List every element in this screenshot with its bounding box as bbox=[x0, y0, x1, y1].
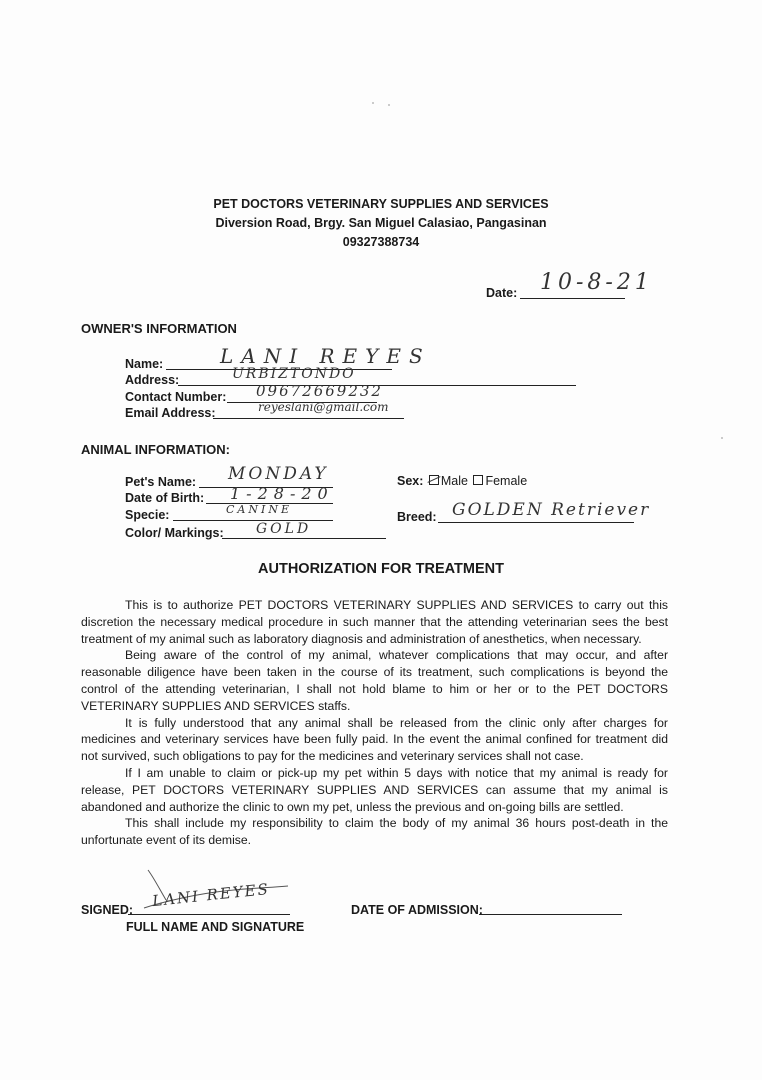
authorization-title: AUTHORIZATION FOR TREATMENT bbox=[258, 561, 504, 577]
email-address-line bbox=[213, 418, 404, 419]
date-value[interactable]: 10-8-21 bbox=[540, 270, 653, 295]
owner-address-value[interactable]: URBIZTONDO bbox=[232, 366, 356, 382]
clinic-name: PET DOCTORS VETERINARY SUPPLIES AND SERVICES bbox=[213, 197, 549, 211]
authorization-paragraph-3: It is fully understood that any animal shall be released from the clinic only after charges for medicines and veterinary services have been fully paid. In the event the animal confined for treatment did not survived, such obligations to pay for the medicines and veterinary services shall not case. bbox=[81, 715, 668, 764]
scan-speck bbox=[388, 104, 390, 106]
breed-line bbox=[438, 522, 634, 523]
breed-value[interactable]: GOLDEN Retriever bbox=[452, 500, 651, 520]
sex-female-label: Female bbox=[485, 474, 528, 488]
owner-name-value[interactable]: LANI REYES bbox=[220, 344, 431, 368]
date-of-birth-value[interactable]: 1-28-20 bbox=[230, 484, 334, 503]
authorization-paragraph-1: This is to authorize PET DOCTORS VETERINARY SUPPLIES AND SERVICES to carry out this discretion the necessary medical procedure in such manner that the attending veterinarian sees the best treatment of my animal such as laboratory diagnosis and administration of anesthetics, when necessary. bbox=[81, 598, 668, 646]
color-markings-label: Color/ Markings: bbox=[125, 526, 224, 540]
color-markings-line bbox=[222, 538, 386, 539]
authorization-paragraph-5: This shall include my responsibility to claim the body of my animal 36 hours post-death in the unfortunate event of its demise. bbox=[81, 816, 668, 848]
signature-value[interactable]: LANI REYES bbox=[151, 879, 271, 911]
sex-male-label: Male bbox=[440, 474, 468, 488]
full-name-signature-label: FULL NAME AND SIGNATURE bbox=[126, 920, 305, 934]
date-line bbox=[520, 298, 625, 299]
date-of-admission-label: DATE OF ADMISSION: bbox=[351, 903, 483, 917]
scan-speck bbox=[372, 102, 374, 104]
email-address-value[interactable]: reyeslani@gmail.com bbox=[258, 400, 389, 414]
sex-field bbox=[397, 474, 527, 488]
clinic-address: Diversion Road, Brgy. San Miguel Calasiao, Pangasinan bbox=[215, 216, 547, 230]
color-markings-value[interactable]: GOLD bbox=[256, 521, 312, 537]
authorization-paragraph-2: Being aware of the control of my animal, whatever complications that may occur, and after reasonable diligence have been taken in the course of its treatment, such complications is beyond the control of the attending veterinarian, I shall not hold blame to him or her or to the PET DOCTORS VETERINARY SUPPLIES AND SERVICES staffs. bbox=[81, 648, 668, 713]
date-of-admission-line[interactable] bbox=[479, 914, 622, 915]
clinic-phone: 09327388734 bbox=[342, 235, 420, 249]
email-address-label: Email Address: bbox=[125, 406, 216, 420]
signed-label: SIGNED: bbox=[81, 903, 134, 917]
pet-name-value[interactable]: MONDAY bbox=[228, 464, 329, 484]
authorization-paragraph-4: If I am unable to claim or pick-up my pet within 5 days with notice that my animal is ready for release, PET DOCTORS VETERINARY SUPPLIES AND SERVICES can assume that my animal is abandoned and authorize the clinic to own my pet, unless the previous and on-going bills are settled. bbox=[81, 765, 668, 814]
authorization-text bbox=[81, 597, 668, 849]
animal-section-heading: ANIMAL INFORMATION: bbox=[81, 442, 230, 457]
scan-speck bbox=[721, 437, 723, 439]
sex-female-checkbox[interactable] bbox=[473, 475, 483, 485]
sex-label: Sex: bbox=[397, 474, 424, 488]
contact-number-label: Contact Number: bbox=[125, 390, 227, 404]
pet-name-label: Pet's Name: bbox=[125, 475, 197, 489]
breed-label: Breed: bbox=[397, 510, 437, 524]
date-of-birth-label: Date of Birth: bbox=[125, 491, 205, 505]
owner-section-heading: OWNER'S INFORMATION bbox=[81, 321, 237, 336]
sex-male-checkbox[interactable] bbox=[429, 475, 439, 485]
owner-name-label: Name: bbox=[125, 357, 164, 371]
specie-value[interactable]: CANINE bbox=[226, 503, 292, 516]
contact-number-value[interactable]: 09672669232 bbox=[256, 382, 383, 400]
date-label: Date: bbox=[486, 286, 518, 300]
specie-label: Specie: bbox=[125, 508, 170, 522]
owner-address-label: Address: bbox=[125, 373, 180, 387]
